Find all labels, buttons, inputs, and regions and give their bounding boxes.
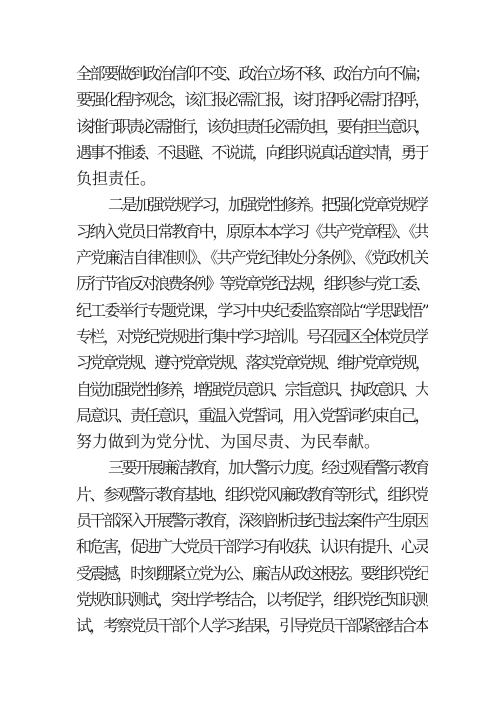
text-line: 产党廉洁自律准则》、《共产党纪律处分条例》、《党政机关 <box>76 248 428 268</box>
paragraph-first-line: 三要开展廉洁教育，加大警示力度。经过观看警示教育 <box>108 458 428 478</box>
document-body <box>76 61 428 640</box>
text-line: 纪工委举行专题党课，学习中央纪委监察部站“学思践悟” <box>76 300 428 320</box>
text-line: 党规知识测试，突出学考结合，以考促学，组织党纪知识测 <box>76 589 428 609</box>
text-line: 要强化程序观念，该汇报必需汇报，该打招呼必需打招呼， <box>76 90 428 110</box>
text-line: 受震撼，时刻绷紧立党为公、廉洁从政这根弦。要组织党纪 <box>76 563 428 583</box>
text-line: 全部要做到政治信仰不变、政治立场不移、政治方向不偏； <box>76 64 428 83</box>
text-line: 习纳入党员日常教育中，原原本本学习《共产党章程》、《共 <box>76 221 428 241</box>
text-line: 努力做到为党分忧、为国尽责、为民奉献。 <box>76 432 381 452</box>
text-line: 试，考察党员干部个人学习结果，引导党员干部紧密结合本 <box>76 616 428 636</box>
text-line: 员干部深入开展警示教育，深刻剖析违纪违法案件产生原因 <box>76 511 428 531</box>
text-line: 自觉加强党性修养，增强党员意识、宗旨意识、执政意识、大 <box>76 379 428 399</box>
text-line: 专栏，对党纪党规进行集中学习培训。号召园区全体党员学 <box>76 326 428 346</box>
text-line: 片、参观警示教育基地、组织党风廉政教育等形式，组织党 <box>76 484 428 504</box>
text-line: 遇事不推诿、不退避、不说谎，向组织说真话道实情，勇于 <box>76 142 428 162</box>
paragraph-first-line: 二是加强党规学习，加强党性修养。把强化党章党规学 <box>108 195 428 215</box>
text-line: 局意识、责任意识，重温入党誓词，用入党誓词约束自己， <box>76 405 428 425</box>
text-line: 习党章党规、遵守党章党规、落实党章党规、维护党章党规， <box>76 353 428 373</box>
text-line: 该推行职责必需推行，该负担责任必需负担，要有担当意识， <box>76 116 428 136</box>
text-line: 和危害，促进广大党员干部学习有收获、认识有提升、心灵 <box>76 537 428 557</box>
text-line: 厉行节省反对浪费条例》等党章党纪法规，组织参与党工委、 <box>76 274 428 294</box>
text-line: 负担责任。 <box>76 169 157 189</box>
